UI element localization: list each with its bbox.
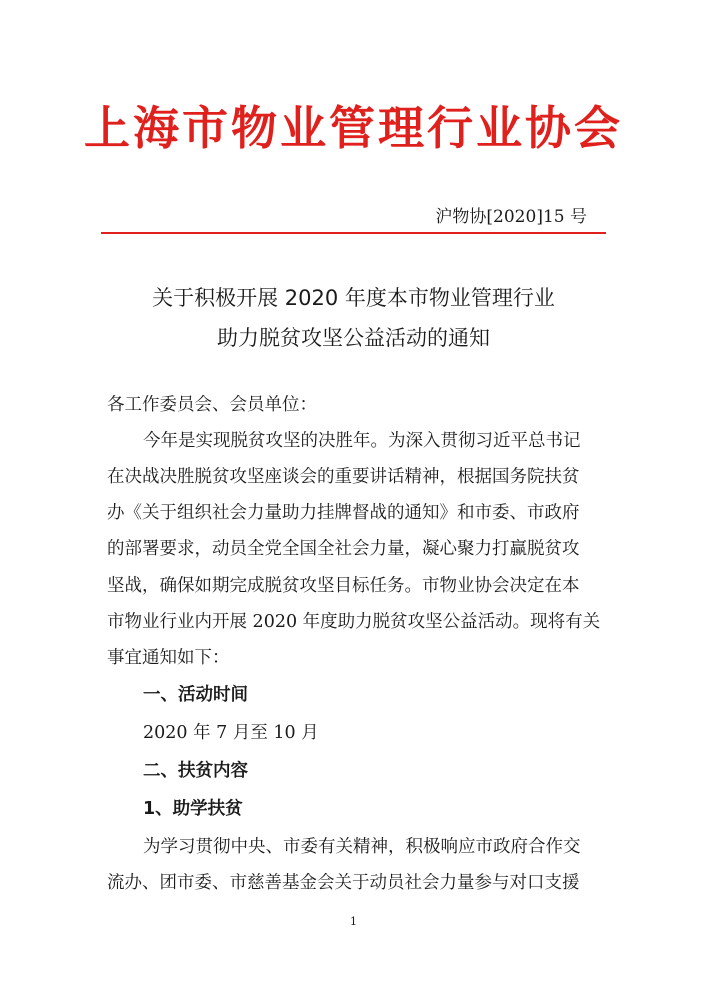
red-divider-line — [101, 232, 606, 234]
intro-line-3: 办《关于组织社会力量助力挂牌督战的通知》和市委、市政府 — [107, 503, 580, 523]
intro-line-5: 坚战，确保如期完成脱贫攻坚目标任务。市物业协会决定在本 — [107, 576, 580, 596]
intro-line-4: 的部署要求，动员全党全国全社会力量，凝心聚力打赢脱贫攻 — [107, 539, 580, 559]
intro-line-7: 事宜通知如下： — [107, 648, 230, 668]
organization-title: 上海市物业管理行业协会 — [84, 101, 623, 155]
activity-period-text: 2020 年 7 月至 10 月 — [143, 723, 319, 743]
document-number: 沪物协[2020]15 号 — [435, 207, 587, 227]
subsection-heading-education: 1、助学扶贫 — [143, 799, 243, 819]
notice-title-line-2: 助力脱贫攻坚公益活动的通知 — [217, 326, 490, 350]
subsection-line-1: 为学习贯彻中央、市委有关精神，积极响应市政府合作交 — [143, 837, 581, 857]
section-heading-content: 二、扶贫内容 — [143, 761, 248, 781]
section-heading-time: 一、活动时间 — [143, 685, 248, 705]
intro-line-1: 今年是实现脱贫攻坚的决胜年。为深入贯彻习近平总书记 — [143, 431, 581, 451]
intro-line-6: 市物业行业内开展 2020 年度助力脱贫攻坚公益活动。现将有关 — [107, 612, 601, 632]
salutation: 各工作委员会、会员单位： — [107, 395, 317, 415]
page-number: 1 — [350, 915, 357, 928]
intro-line-2: 在决战决胜脱贫攻坚座谈会的重要讲话精神，根据国务院扶贫 — [107, 467, 580, 487]
subsection-line-2: 流办、团市委、市慈善基金会关于动员社会力量参与对口支援 — [107, 873, 580, 893]
notice-title-line-1: 关于积极开展 2020 年度本市物业管理行业 — [152, 286, 555, 310]
